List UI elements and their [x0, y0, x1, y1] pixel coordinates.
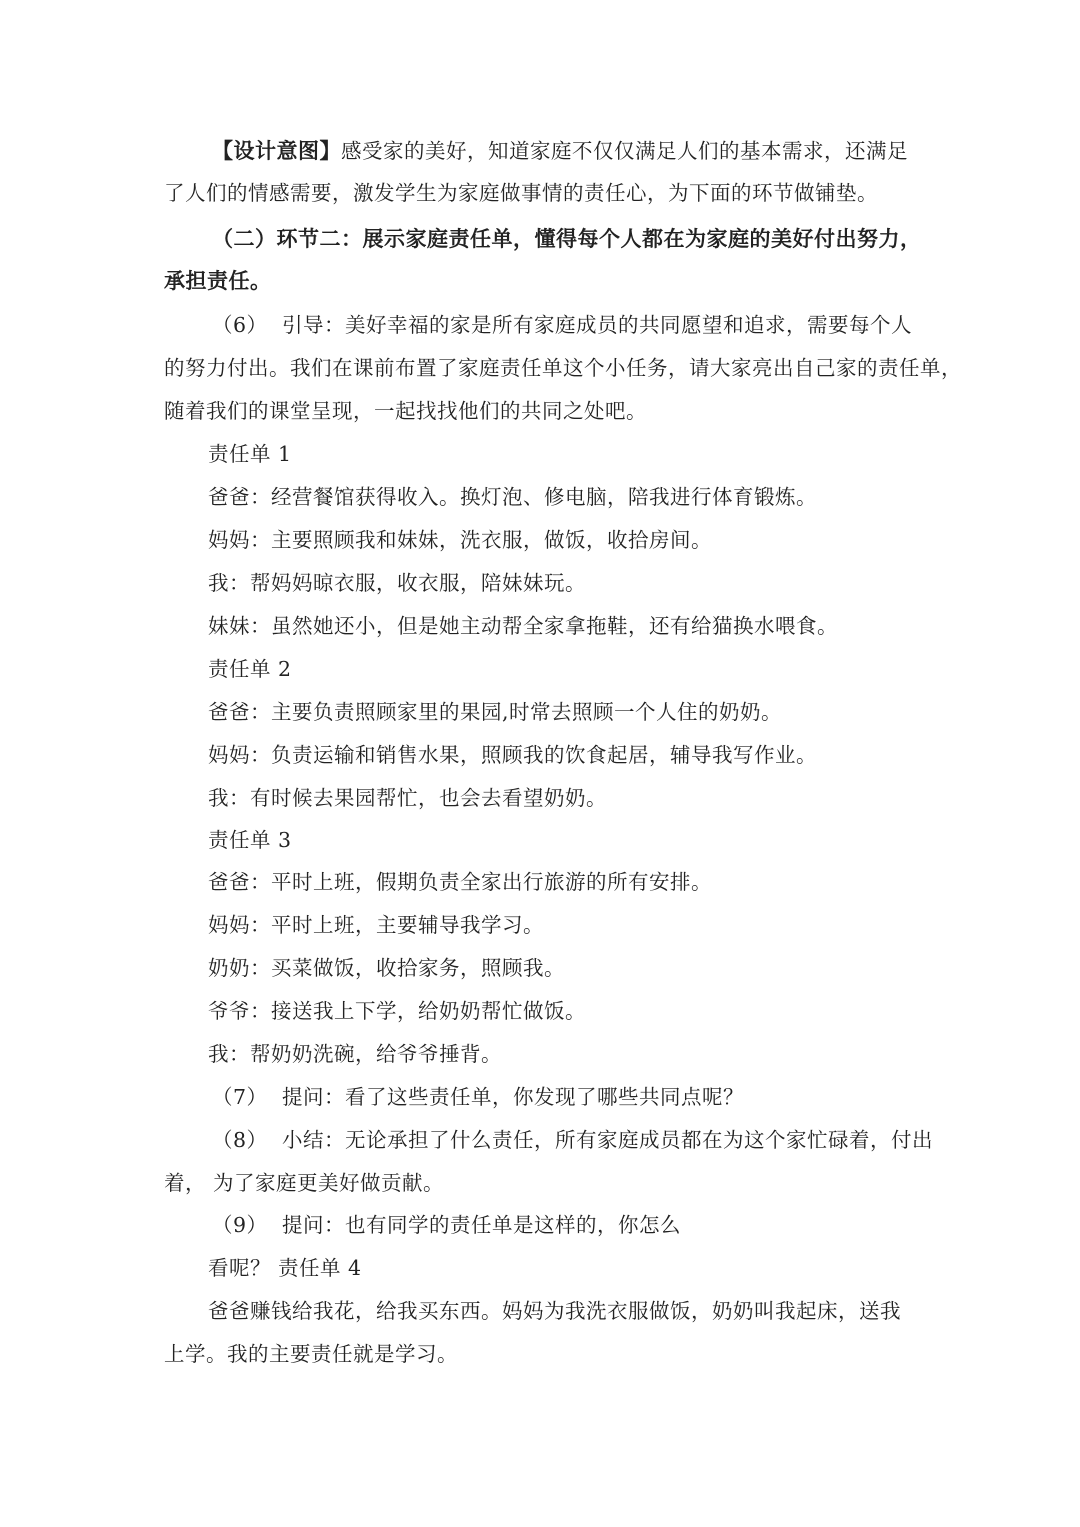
step-9-text: 提问：也有同学的责任单是这样的，你怎么	[282, 1213, 681, 1237]
design-intent-label: 【设计意图】	[212, 138, 341, 163]
step-9-number: （9）	[212, 1213, 268, 1237]
list-2-item: 我：有时候去果园帮忙，也会去看望奶奶。	[208, 786, 607, 810]
step-8-text: 小结：无论承担了什么责任，所有家庭成员都在为这个家忙碌着，付出	[282, 1128, 933, 1152]
step-6-line-2: 的努力付出。我们在课前布置了家庭责任单这个小任务，请大家亮出自己家的责任单，	[164, 356, 962, 380]
list-4-line-1: 爸爸赚钱给我花，给我买东西。妈妈为我洗衣服做饭，奶奶叫我起床，送我	[208, 1299, 901, 1323]
step-8-number: （8）	[212, 1128, 268, 1152]
list-1-item: 我：帮妈妈晾衣服，收衣服，陪妹妹玩。	[208, 571, 586, 595]
section-2-heading-line-1: （二）环节二：展示家庭责任单，懂得每个人都在为家庭的美好付出努力，	[212, 226, 922, 251]
step-6-number: （6）	[212, 313, 268, 337]
step-6-line-1	[212, 312, 912, 338]
step-7-line	[212, 1084, 744, 1110]
section-2-heading-line-2: 承担责任。	[164, 268, 272, 293]
list-4-line-2: 上学。我的主要责任就是学习。	[164, 1342, 458, 1366]
step-8-line-2: 着， 为了家庭更美好做贡献。	[164, 1171, 445, 1195]
list-1-item: 妈妈：主要照顾我和妹妹，洗衣服，做饭，收拾房间。	[208, 528, 712, 552]
design-intent-line-2: 了人们的情感需要，激发学生为家庭做事情的责任心，为下面的环节做铺垫。	[164, 181, 878, 205]
list-1-title: 责任单 1	[208, 442, 292, 466]
list-3-item: 妈妈：平时上班，主要辅导我学习。	[208, 913, 544, 937]
step-6-line-3: 随着我们的课堂呈现，一起找找他们的共同之处吧。	[164, 399, 647, 423]
step-7-text: 提问：看了这些责任单，你发现了哪些共同点呢？	[282, 1085, 744, 1109]
list-1-item: 妹妹：虽然她还小，但是她主动帮全家拿拖鞋，还有给猫换水喂食。	[208, 614, 838, 638]
list-3-title: 责任单 3	[208, 828, 292, 852]
list-1-item: 爸爸：经营餐馆获得收入。换灯泡、修电脑，陪我进行体育锻炼。	[208, 485, 817, 509]
list-3-item: 爷爷：接送我上下学，给奶奶帮忙做饭。	[208, 999, 586, 1023]
list-2-title: 责任单 2	[208, 657, 292, 681]
step-6-text: 引导：美好幸福的家是所有家庭成员的共同愿望和追求，需要每个人	[282, 313, 912, 337]
step-7-number: （7）	[212, 1085, 268, 1109]
step-8-line-1	[212, 1127, 933, 1153]
design-intent-text: 感受家的美好，知道家庭不仅仅满足人们的基本需求，还满足	[341, 139, 908, 163]
list-2-item: 爸爸：主要负责照顾家里的果园,时常去照顾一个人住的奶奶。	[208, 700, 783, 724]
step-9-line-2: 看呢？ 责任单 4	[208, 1256, 362, 1280]
list-2-item: 妈妈：负责运输和销售水果，照顾我的饮食起居，辅导我写作业。	[208, 743, 817, 767]
list-3-item: 爸爸：平时上班，假期负责全家出行旅游的所有安排。	[208, 870, 712, 894]
list-3-item: 我：帮奶奶洗碗，给爷爷捶背。	[208, 1042, 502, 1066]
design-intent-line-1	[212, 138, 908, 164]
list-3-item: 奶奶：买菜做饭，收拾家务，照顾我。	[208, 956, 565, 980]
step-9-line-1	[212, 1212, 681, 1238]
